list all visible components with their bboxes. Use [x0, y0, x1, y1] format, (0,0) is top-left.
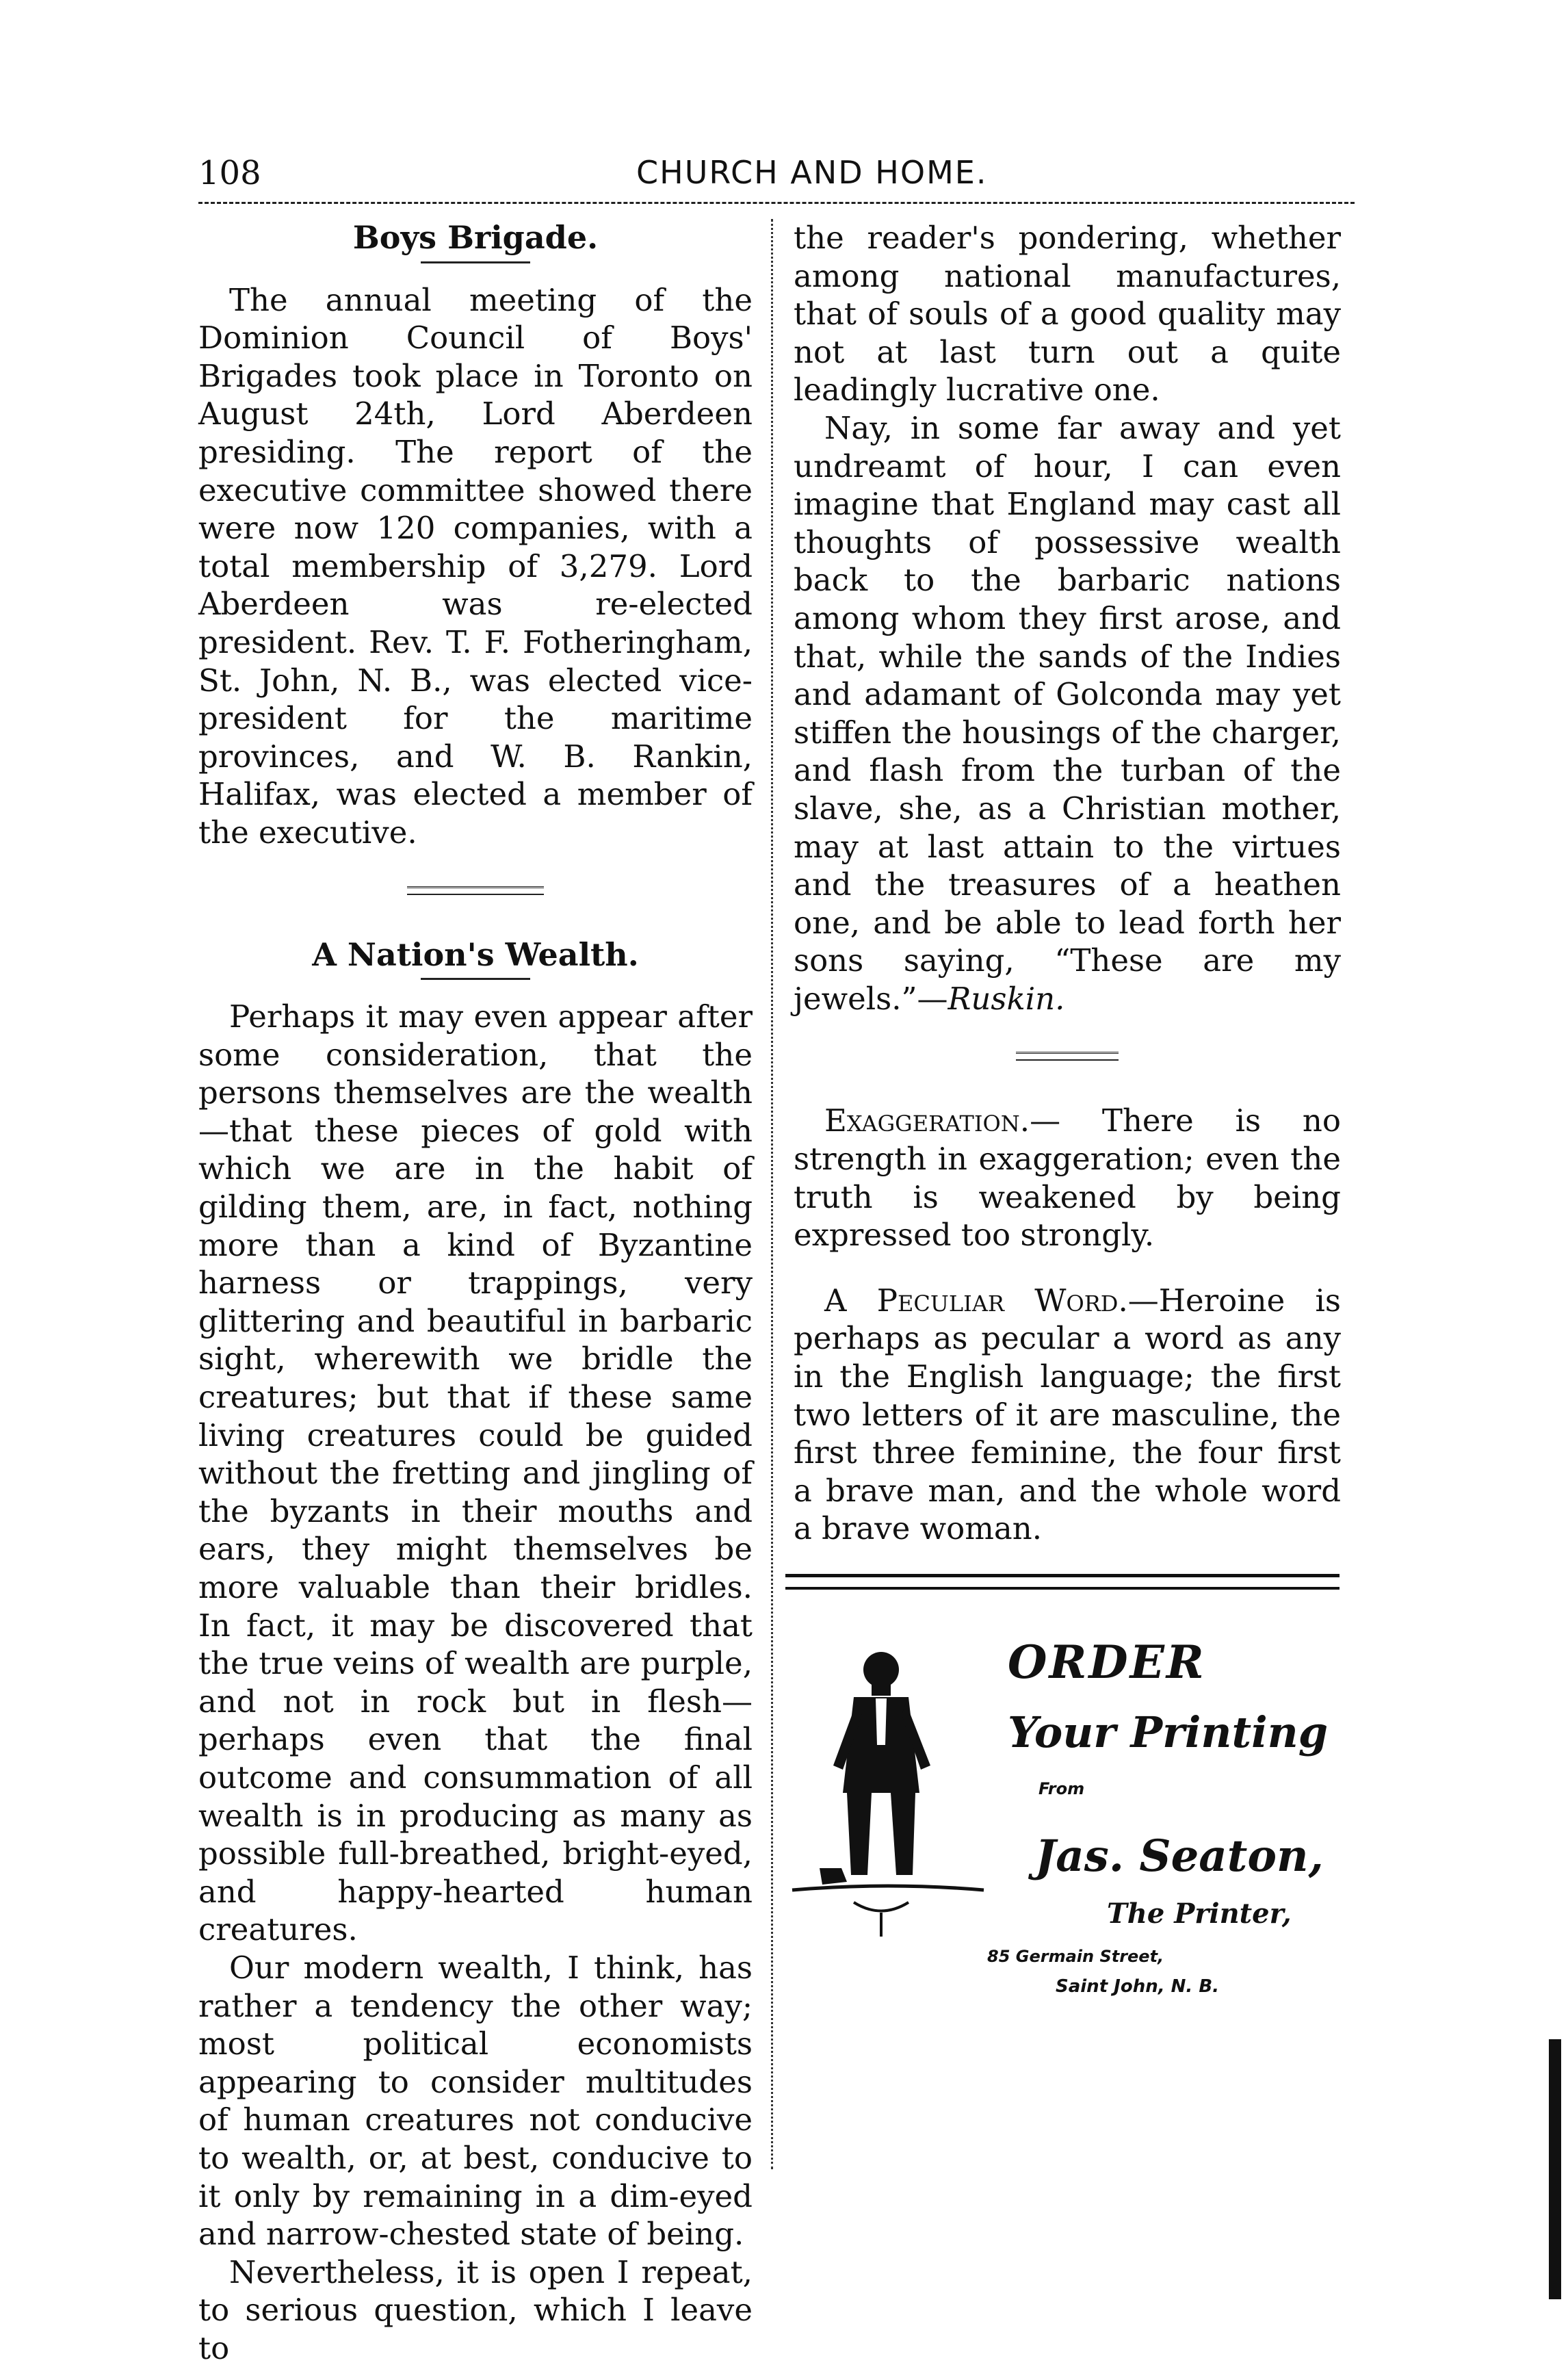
column-divider	[771, 219, 773, 2169]
ad-street-address: 85 Germain Street,	[987, 1947, 1164, 1966]
header-rule	[198, 202, 1355, 204]
nations-wealth-paragraph-1: Perhaps it may even appear after some consideration, that the persons themselves are the wealth—that these pieces of gold with which we are in the habit of gilding them, are, in fact, nothing more than a kind of Byzantine harness or trappings, very glittering and beautiful in barbaric sight, wherewith we bridle the creatures; but that if these same living creatures could be guided without the fretting and jingling of the byzants in their mouths and ears, they might themselves be more valuable than their bridles. In fact, it may be discovered that the true veins of wealth are purple, and not in rock but in flesh—perhaps even that the final outcome and consummation of all wealth is in producing as many as possible full-breathed, bright-eyed, and happy-hearted human creatures.	[198, 998, 753, 1948]
peculiar-word-note	[794, 1282, 1341, 1548]
peculiar-word-text: —Heroine is perhaps as pecular a word as any in the English language; the first two letters of it are masculine, the first three feminine, the four first a brave man, and the whole word a brave woman.	[794, 1282, 1341, 1547]
ad-from-label: From	[1038, 1779, 1085, 1798]
printing-advertisement	[785, 1635, 1340, 1997]
exaggeration-text: — There is no strength in exaggeration; even the truth is weakened by being expressed too strongly.	[794, 1102, 1341, 1254]
nations-wealth-paragraph-4	[794, 409, 1341, 1018]
nations-wealth-continued: the reader's pondering, whether among national manufactures, that of souls of a good quality may not at last turn out a quite leadingly lucrative one.	[794, 220, 1341, 409]
ad-city: Saint John, N. B.	[1056, 1976, 1220, 1997]
peculiar-word-heading: A Peculiar Word.	[824, 1282, 1128, 1319]
page-number: 108	[198, 154, 261, 192]
attribution: Ruskin.	[948, 980, 1065, 1017]
nations-wealth-paragraph-3: Nevertheless, it is open I repeat, to serious question, which I leave to	[198, 2253, 753, 2366]
title-rule	[421, 978, 530, 980]
nations-wealth-paragraph-2: Our modern wealth, I think, has rather a tendency the other way; most political economists appearing to consider multitudes of human creatures not conducive to wealth, or, at best, conducive to it only by remaining in a dim-eyed and narrow-chested state of being.	[198, 1949, 753, 2253]
boys-brigade-text: The annual meeting of the Dominion Council of Boys' Brigades took place in Toronto on August 24th, Lord Aberdeen presiding. The report of the executive committee showed there were now 120 companies, with a total membership of 3,279. Lord Aberdeen was re-elected president. Rev. T. F. Fotheringham, St. John, N. B., was elected vice-president for the maritime provinces, and W. B. Rankin, Halifax, was elected a member of the executive.	[198, 281, 753, 851]
right-column	[794, 219, 1341, 1548]
gentleman-silhouette-icon	[785, 1649, 991, 1937]
scan-edge-mark	[1549, 2039, 1561, 2299]
ad-subheadline: Your Printing	[1008, 1707, 1329, 1757]
nations-wealth-title: A Nation's Wealth.	[312, 935, 639, 973]
spacer	[794, 1254, 1341, 1282]
boys-brigade-title: Boys Brigade.	[352, 219, 599, 256]
advertisement-rule	[785, 1574, 1340, 1590]
section-divider	[1016, 1052, 1119, 1061]
title-rule	[421, 261, 530, 263]
ad-headline: ORDER	[1008, 1635, 1206, 1689]
ad-printer-name: Jas. Seaton,	[1035, 1831, 1324, 1882]
page-header	[198, 154, 1355, 202]
running-title: CHURCH AND HOME.	[636, 154, 988, 191]
section-divider	[407, 886, 544, 895]
exaggeration-heading: Exaggeration.	[824, 1102, 1030, 1139]
exaggeration-note	[794, 1102, 1341, 1254]
paragraph-text: Nay, in some far away and yet undreamt of hour, I can even imagine that England may cast all thoughts of possessive wealth back to the barbaric nations among whom they first arose, and that, while the sands of the Indies and adamant of Golconda may yet stiffen the housings of the charger, and flash from the turban of the slave, she, as a Christian mother, may at last attain to the virtues and the treasures of a heathen one, and be able to lead forth her sons saying, “These are my jewels.”—	[794, 409, 1341, 1017]
left-column	[198, 219, 753, 2367]
ad-printer-title: The Printer,	[1107, 1898, 1292, 1930]
